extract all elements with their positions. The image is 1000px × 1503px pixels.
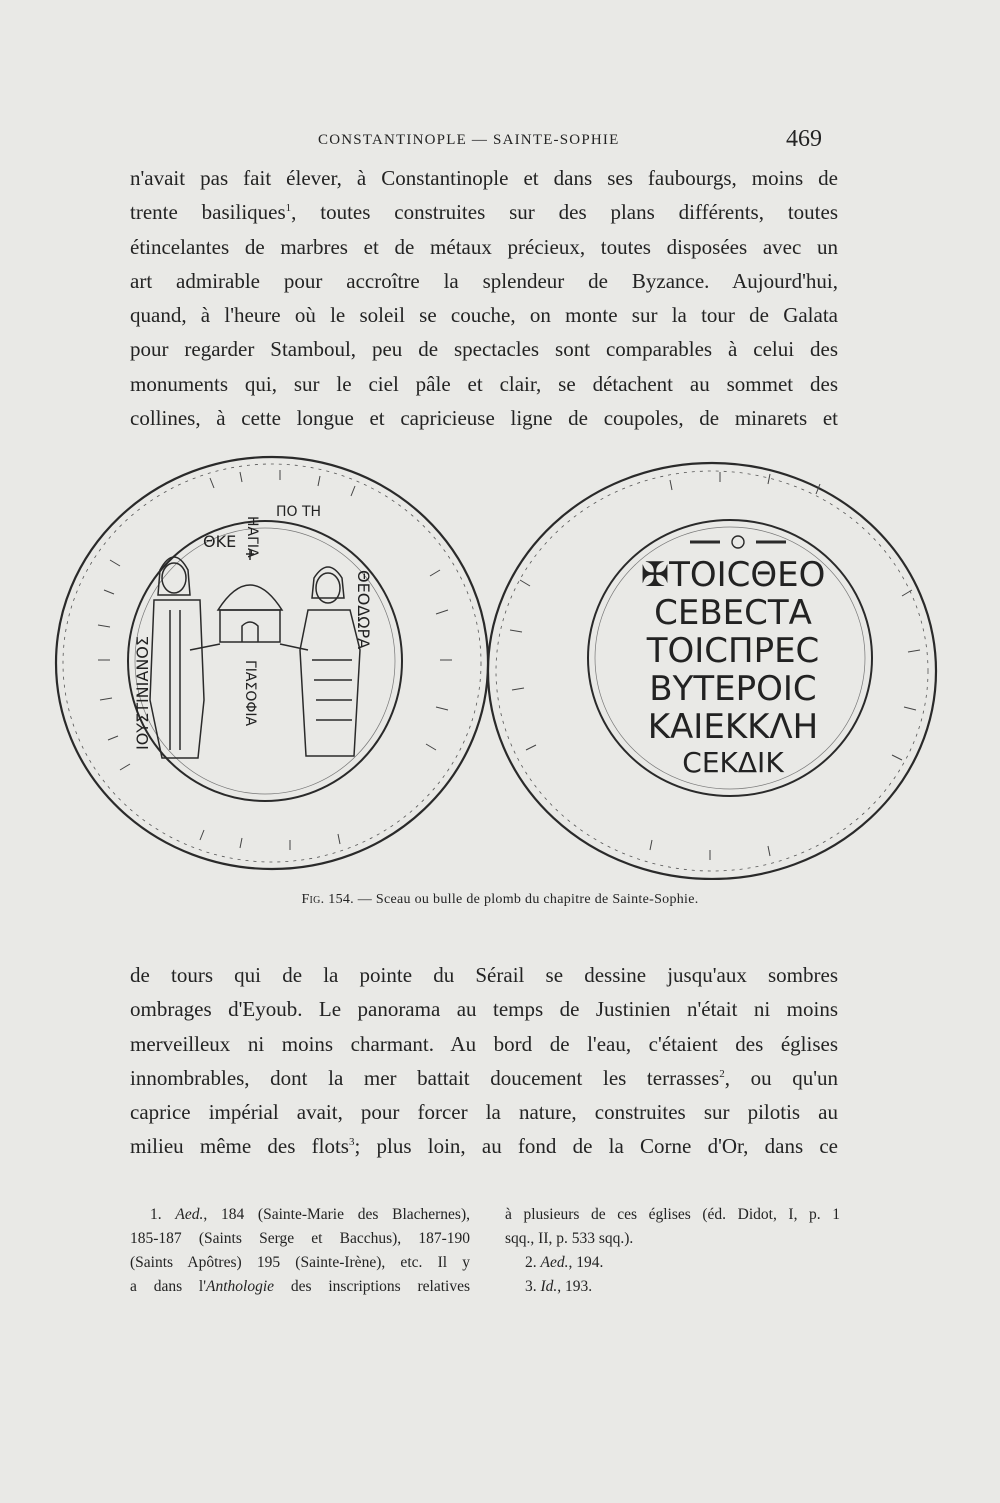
footnote-ref-title: Aed. [540,1254,569,1271]
text-line: n'avait pas fait élever, à Constantinople et dans ses faubourgs, moins de [130,166,838,190]
seal-reverse [488,463,936,879]
footnote-ref-title: Aed. [175,1206,204,1223]
text-line [130,1129,838,1163]
text-line: de tours qui de la pointe du Sérail se dessine jusqu'aux sombres [130,963,838,987]
footnote-number: 1. [150,1206,162,1223]
obverse-top-inscription: ΘΚΕ [203,532,237,551]
footnote-number: 3. [525,1278,537,1295]
footnote-text: , 193. [557,1278,593,1295]
obverse-center-top: ΗΑΓΙΑ [244,516,260,558]
reverse-line-1: ✠ΤΟΙCΘΕΟ [640,555,826,595]
footnote-number: 2. [525,1254,537,1271]
footnote-ref-1: 1 [285,202,292,215]
text-line: pour regarder Stamboul, peu de spectacles sont comparables à celui des [130,337,838,362]
footnote-text: des inscriptions relatives [274,1278,471,1295]
text-line: art admirable pour accroître la splendeur de Byzance. Aujourd'hui, [130,268,838,293]
text-line: collines, à cette longue et capricieuse ligne de coupoles, de minarets et [130,406,838,431]
footnote-1-line: 185-187 (Saints Serge et Bacchus), 187-190 [130,1230,470,1247]
seal-obverse [56,457,488,869]
footnote-2 [505,1251,840,1275]
footnote-1-line: à plusieurs de ces églises (éd. Didot, I, p. 1 [505,1206,840,1223]
text-fragment: , toutes construites sur des plans différents, toutes [291,200,838,225]
text-fragment: ; plus loin, au fond de la Corne d'Or, dans ce [354,1134,838,1159]
text-line: merveilleux ni moins charmant. Au bord de l'eau, c'étaient des églises [130,1031,838,1056]
footnote-1-line [130,1275,470,1299]
text-fragment: trente basiliques [130,200,286,225]
text-line: ombrages d'Eyoub. Le panorama au temps de Justinien n'était ni moins [130,997,838,1022]
footnote-column-left [130,1203,470,1299]
page-number: 469 [786,126,822,152]
footnote-text: , 194. [568,1254,604,1271]
seal-illustration [50,450,940,880]
text-line: quand, à l'heure où le soleil se couche, on monte sur la tour de Galata [130,303,838,328]
footnote-text: , 184 (Sainte-Marie des Blachernes), [203,1206,470,1223]
reverse-line-6: CΕΚΔΙΚ [682,746,784,779]
figure-caption [0,892,1000,908]
text-line [130,195,838,229]
page-header [0,126,1000,160]
footnote-ref-2: 2 [719,1067,725,1080]
obverse-center-right: ΠΟ ΤΗ [276,504,322,520]
seal-figure [50,450,940,880]
reverse-line-3: ΤΟΙCΠΡΕC [646,631,820,671]
footnote-1-line [130,1203,470,1227]
obverse-left-vertical: ΙΟΥΣΤΙΝΙΑΝΟΣ [133,636,152,750]
reverse-line-2: CΕΒΕCΤΑ [654,593,812,633]
running-head: CONSTANTINOPLE — SAINTE-SOPHIE [318,132,620,148]
text-line: monuments qui, sur le ciel pâle et clair, se détachent au sommet des [130,371,838,396]
footnote-italic: Anthologie [206,1278,275,1295]
footnote-ref-3: 3 [348,1136,355,1149]
caption-label: Fig. 154. [301,892,354,907]
footnote-text: a dans l' [130,1278,207,1295]
text-fragment: innombrables, dont la mer battait doucement les terrasses [130,1065,720,1090]
reverse-line-4: ΒΥΤΕΡΟΙC [649,669,817,709]
footnote-ref-title: Id. [540,1278,558,1295]
paragraph-bottom [130,958,838,1164]
text-fragment: , ou qu'un [724,1065,838,1090]
paragraph-top [130,161,838,435]
footnote-1-line: (Saints Apôtres) 195 (Sainte-Irène), etc. Il y [130,1254,470,1271]
footnote-1-line: sqq., II, p. 533 sqq.). [505,1230,634,1247]
text-line: caprice impérial avait, pour forcer la nature, construites sur pilotis au [130,1100,838,1125]
caption-dash: — [357,892,376,907]
obverse-right-vertical: ΘΕΟΔΩΡΑ [354,570,373,650]
text-fragment: milieu même des flots [130,1134,349,1159]
footnote-column-right [505,1203,840,1299]
footnote-3 [505,1275,840,1299]
text-line [130,1061,838,1095]
obverse-center-bottom: ΓΙΑΣΟΦΙΑ [242,660,258,727]
reverse-line-5: ΚΑΙΕΚΚΛΗ [647,707,819,747]
text-line: étincelantes de marbres et de métaux précieux, toutes disposées avec un [130,234,838,259]
caption-text: Sceau ou bulle de plomb du chapitre de Sainte-Sophie. [375,892,699,907]
